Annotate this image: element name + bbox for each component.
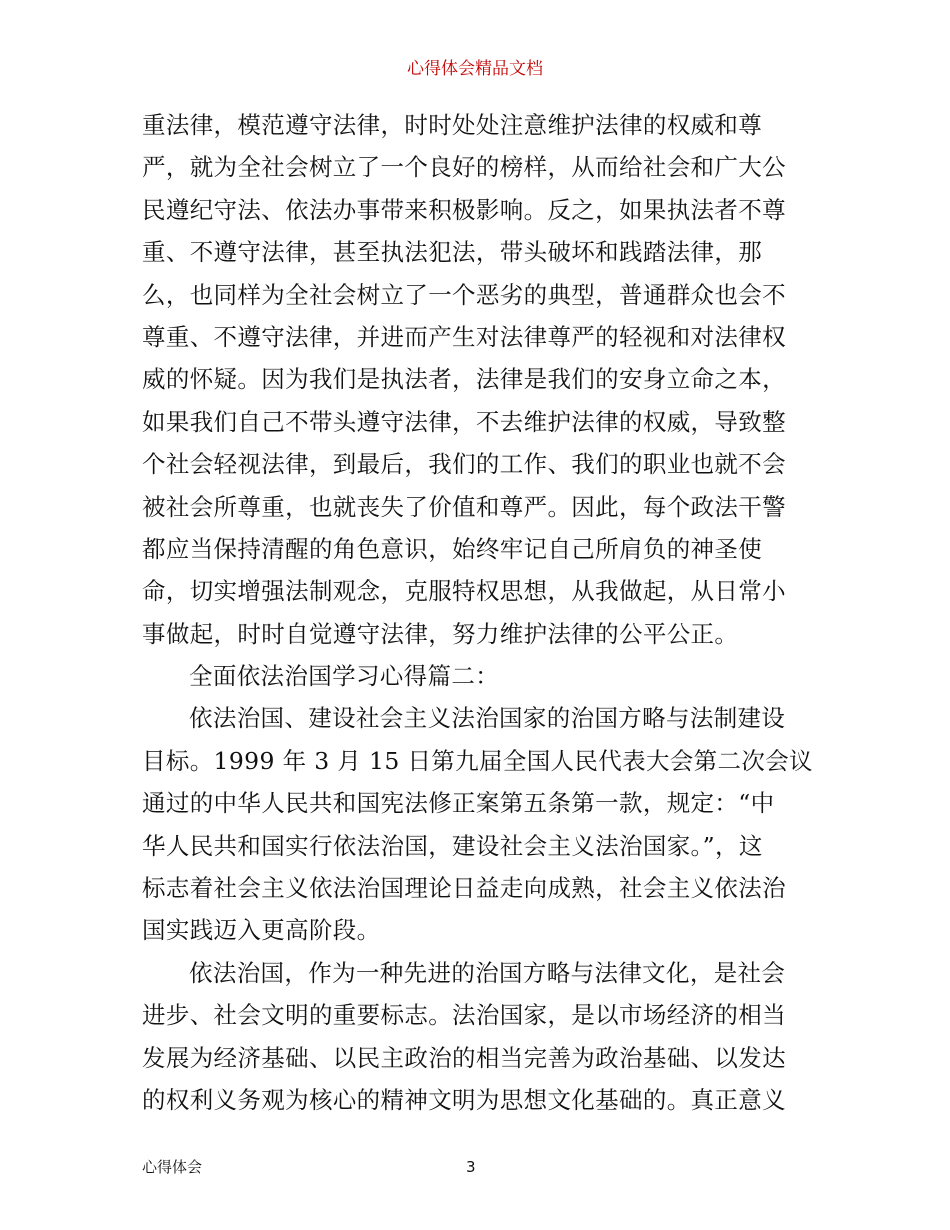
document-body xyxy=(142,104,822,1121)
text-line: 民遵纪守法、依法办事带来积极影响。反之，如果执法者不尊 xyxy=(142,195,786,224)
page-number: 3 xyxy=(466,1158,476,1176)
text-line: 发展为经济基础、以民主政治的相当完善为政治基础、以发达 xyxy=(142,1043,786,1072)
text-line: 通过的中华人民共和国宪法修正案第五条第一款，规定：“中 xyxy=(142,789,775,818)
text-line: 个社会轻视法律，到最后，我们的工作、我们的职业也就不会 xyxy=(142,450,786,479)
text-line: 尊重、不遵守法律，并进而产生对法律尊严的轻视和对法律权 xyxy=(142,322,786,351)
text-line: 国实践迈入更高阶段。 xyxy=(142,916,381,945)
text-line: 重法律，模范遵守法律，时时处处注意维护法律的权威和尊 xyxy=(142,111,763,139)
text-line: 威的怀疑。因为我们是执法者，法律是我们的安身立命之本， xyxy=(142,365,786,394)
text-line: 标志着社会主义依法治国理论日益走向成熟，社会主义依法治 xyxy=(142,874,786,903)
text-line: 么，也同样为全社会树立了一个恶劣的典型，普通群众也会不 xyxy=(142,280,786,309)
text-line: 命，切实增强法制观念，克服特权思想，从我做起，从日常小 xyxy=(142,577,786,606)
section-heading: 全面依法治国学习心得篇二： xyxy=(189,662,500,691)
text-line: 被社会所尊重，也就丧失了价值和尊严。因此，每个政法干警 xyxy=(142,492,786,521)
text-line: 目标。1999 年 3 月 15 日第九届全国人民代表大会第二次会议 xyxy=(142,746,813,775)
text-line: 依法治国、建设社会主义法治国家的治国方略与法制建设 xyxy=(189,704,786,733)
text-line: 都应当保持清醒的角色意识，始终牢记自己所肩负的神圣使 xyxy=(142,534,763,563)
text-line: 严，就为全社会树立了一个良好的榜样，从而给社会和广大公 xyxy=(142,153,786,182)
text-line: 依法治国，作为一种先进的治国方略与法律文化，是社会 xyxy=(189,958,786,987)
footer-label: 心得体会 xyxy=(142,1158,203,1176)
text-line: 华人民共和国实行依法治国，建设社会主义法治国家。”，这 xyxy=(142,831,763,860)
text-line: 如果我们自己不带头遵守法律，不去维护法律的权威，导致整 xyxy=(142,407,786,436)
text-line: 的权利义务观为核心的精神文明为思想文化基础的。真正意义 xyxy=(142,1085,786,1114)
text-line: 重、不遵守法律，甚至执法犯法，带头破坏和践踏法律，那 xyxy=(142,238,763,267)
page-header-title: 心得体会精品文档 xyxy=(407,59,543,79)
text-line: 事做起，时时自觉遵守法律，努力维护法律的公平公正。 xyxy=(142,619,739,648)
text-line: 进步、社会文明的重要标志。法治国家，是以市场经济的相当 xyxy=(142,1001,786,1030)
